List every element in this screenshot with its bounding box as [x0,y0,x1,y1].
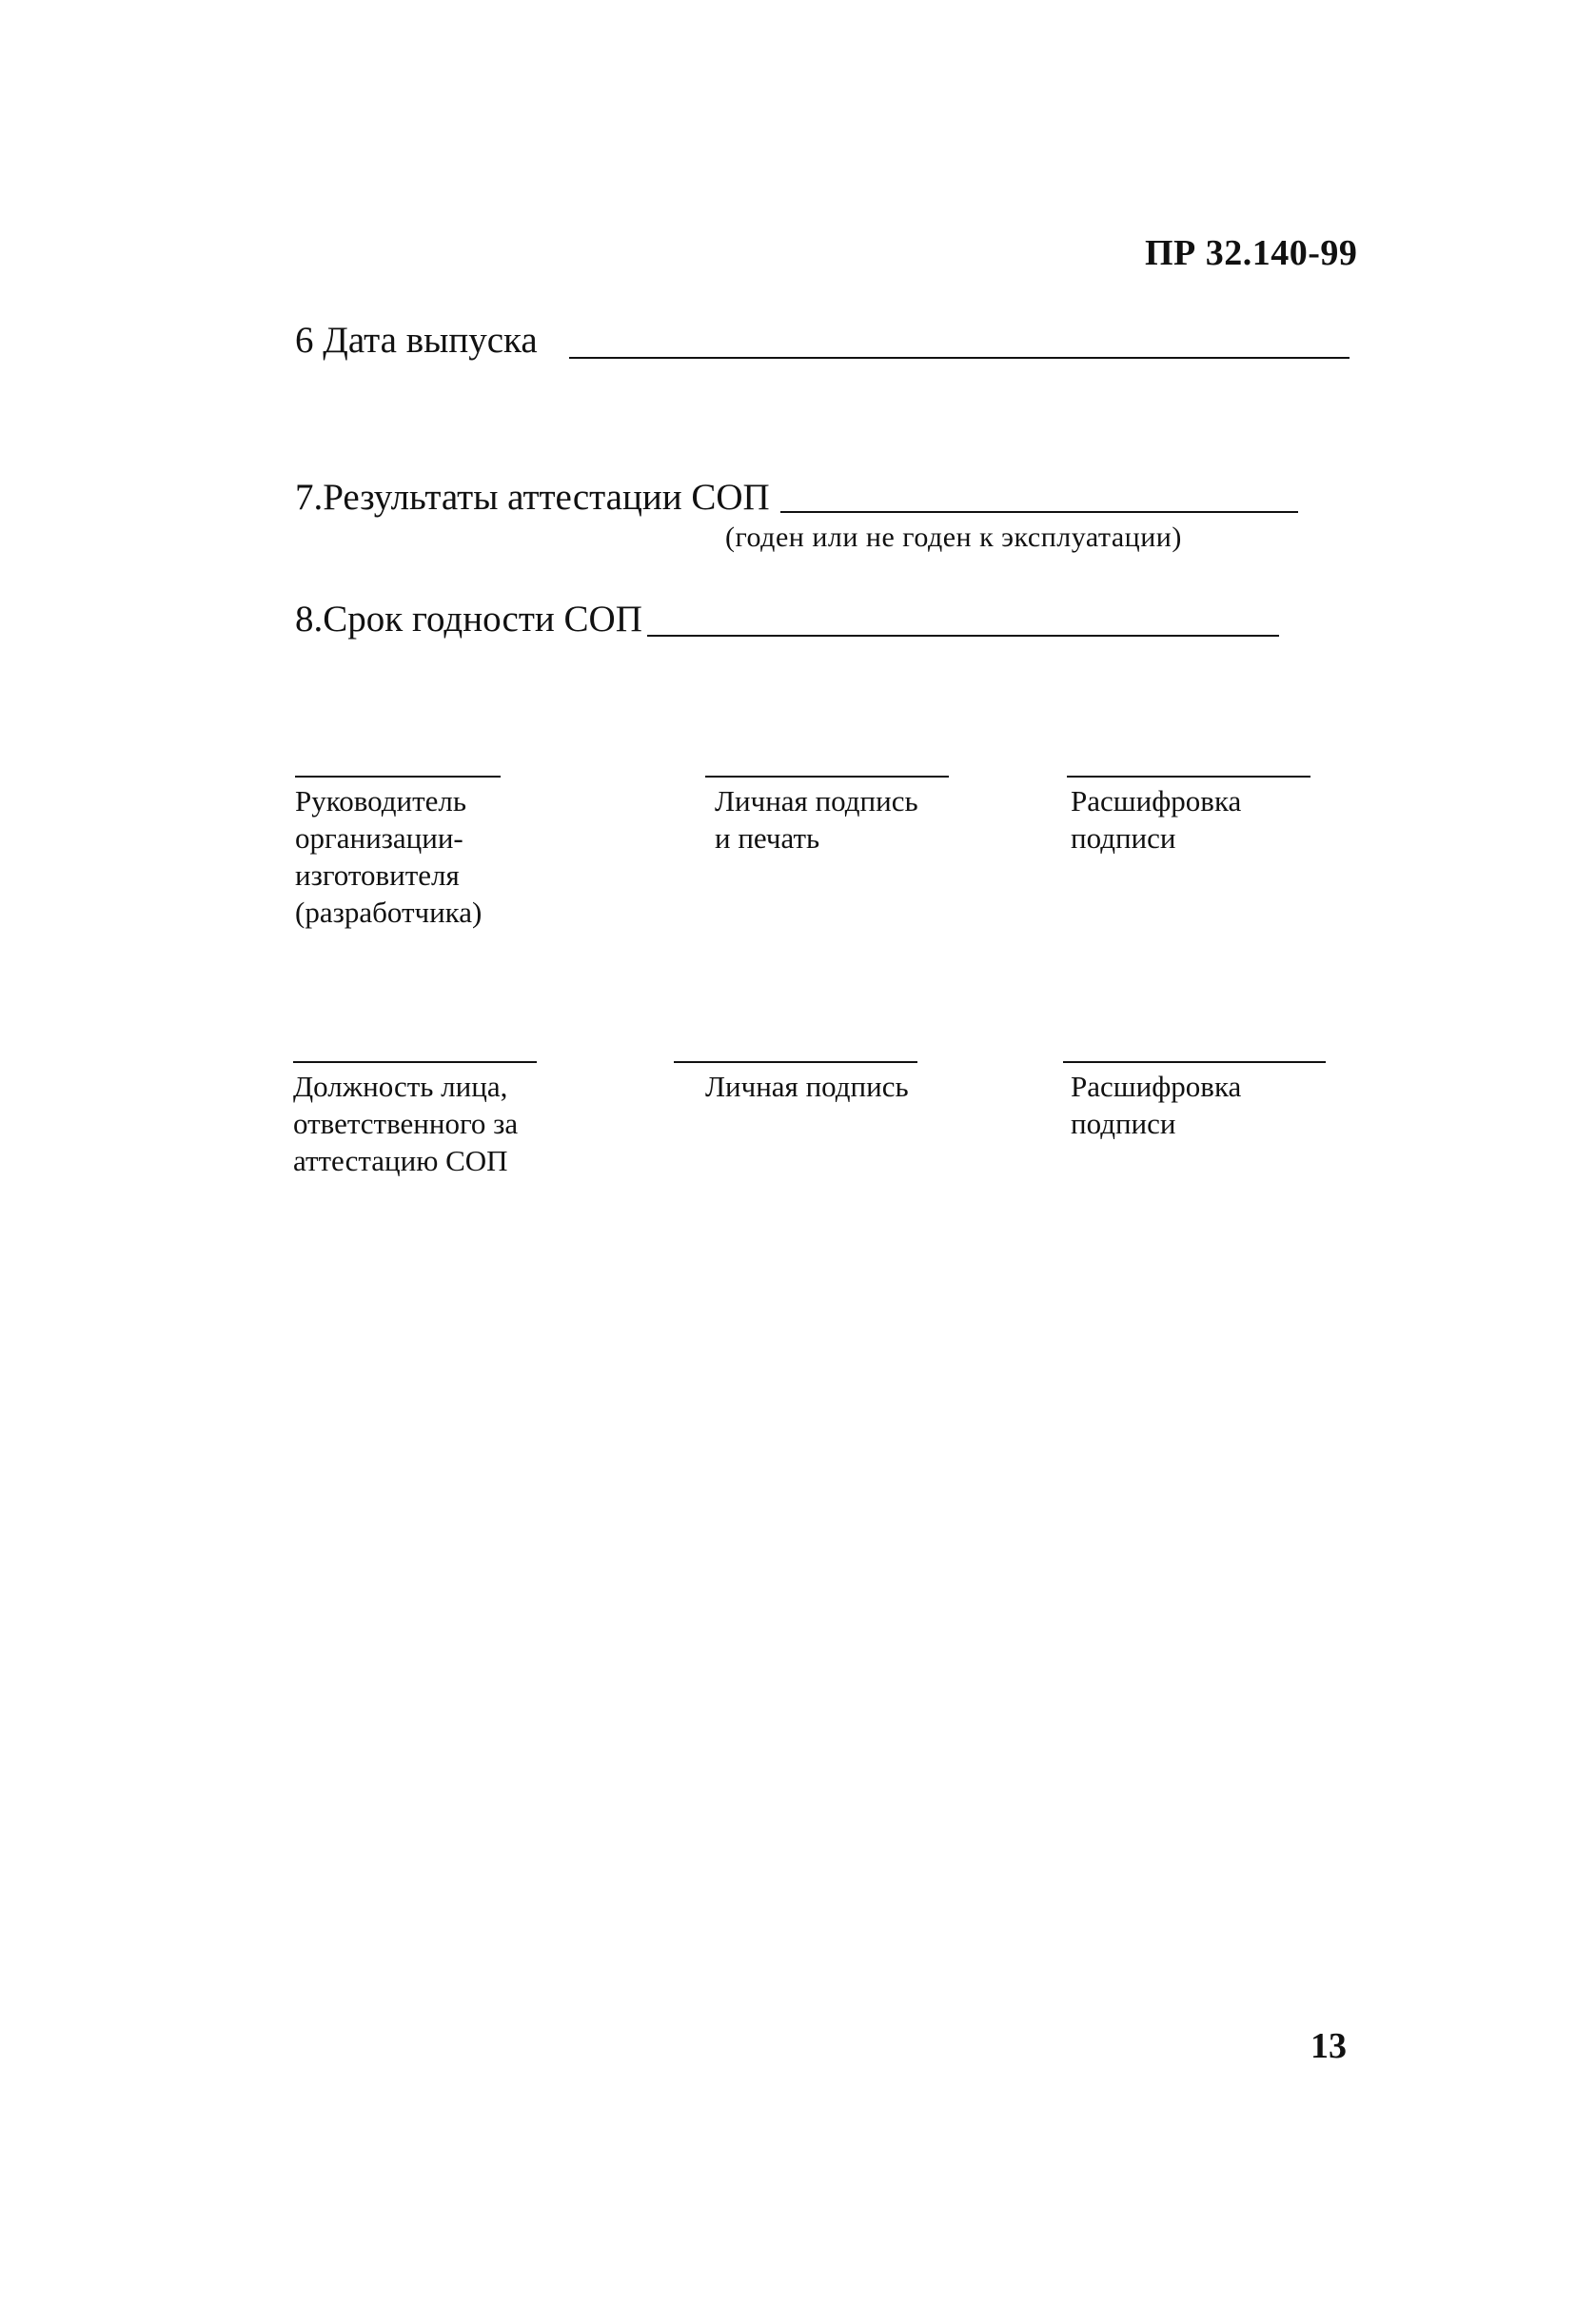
certification-results-label: 7.Результаты аттестации СОП [295,477,770,518]
caption-line: и печать [715,821,820,855]
manager-signature-line[interactable] [705,776,949,778]
manager-signature-caption [715,782,918,857]
responsible-decoding-caption [1071,1068,1241,1142]
manager-position-caption [295,782,482,931]
caption-line: Личная подпись [705,1070,909,1103]
caption-line: (разработчика) [295,896,483,929]
caption-line: Руководитель [295,784,467,818]
caption-line: изготовителя [295,858,460,892]
caption-line: Должность лица, [293,1070,508,1103]
responsible-signature-caption [705,1068,909,1105]
page-number: 13 [1310,2026,1347,2066]
manager-signature-decoding-line[interactable] [1067,776,1310,778]
responsible-position-line[interactable] [293,1061,537,1063]
release-date-line[interactable] [569,357,1350,359]
caption-line: подписи [1071,1107,1176,1140]
caption-line: ответственного за [293,1107,519,1140]
release-date-label: 6 Дата выпуска [295,320,538,361]
certification-results-hint: (годен или не годен к эксплуатации) [725,522,1182,553]
responsible-position-caption [293,1068,518,1179]
document-code: ПР 32.140-99 [1145,233,1358,273]
caption-line: организации- [295,821,463,855]
responsible-signature-decoding-line[interactable] [1063,1061,1326,1063]
caption-line: подписи [1071,821,1176,855]
certification-results-line[interactable] [780,511,1298,513]
caption-line: Расшифровка [1071,784,1242,818]
shelf-life-line[interactable] [647,635,1279,637]
caption-line: Личная подпись [715,784,918,818]
responsible-signature-line[interactable] [674,1061,917,1063]
manager-decoding-caption [1071,782,1241,857]
caption-line: Расшифровка [1071,1070,1242,1103]
caption-line: аттестацию СОП [293,1144,508,1177]
manager-position-line[interactable] [295,776,501,778]
shelf-life-label: 8.Срок годности СОП [295,599,642,640]
